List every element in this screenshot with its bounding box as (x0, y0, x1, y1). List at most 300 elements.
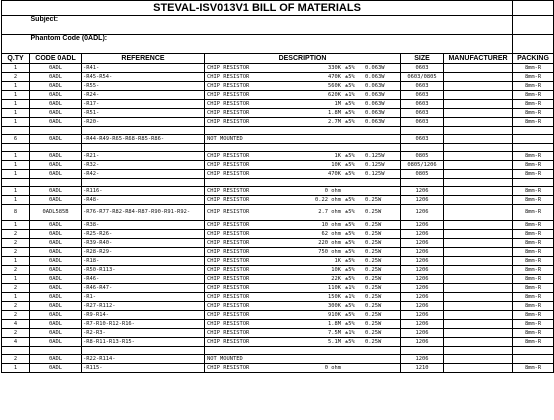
description-cell (205, 91, 401, 100)
power-text: 0.25W (365, 285, 382, 291)
table-row (2, 82, 554, 91)
header-description: DESCRIPTION (205, 54, 401, 64)
reference-cell: -R9-R14- (82, 311, 205, 320)
packing-cell: 8mm-R (513, 329, 554, 338)
code-cell: 0ADL (30, 338, 82, 347)
power-text: 0.25W (365, 209, 382, 215)
qty-cell: 1 (2, 275, 30, 284)
tolerance-text: ±5% (345, 231, 355, 237)
description-text: CHIP RESISTOR (207, 285, 250, 291)
manufacturer-cell (444, 284, 513, 293)
manufacturer-cell (444, 364, 513, 373)
code-cell: 0ADL (30, 275, 82, 284)
description-cell (205, 100, 401, 109)
table-row (2, 311, 554, 320)
reference-cell: -R48- (82, 196, 205, 205)
manufacturer-cell (444, 161, 513, 170)
table-row (2, 118, 554, 127)
manufacturer-cell (444, 170, 513, 179)
reference-cell: -R25-R26- (82, 230, 205, 239)
code-cell: 0ADL (30, 239, 82, 248)
description-cell (205, 239, 401, 248)
bom-table (1, 0, 554, 373)
description-text: CHIP RESISTOR (207, 240, 250, 246)
reference-cell: -R18- (82, 257, 205, 266)
power-text: 0.25W (365, 197, 382, 203)
value-text: 2.7 ohm (318, 209, 341, 215)
manufacturer-cell (444, 91, 513, 100)
table-row (2, 248, 554, 257)
code-cell: 0ADL (30, 196, 82, 205)
blank-cell (513, 179, 554, 187)
value-text: 1.8M (328, 110, 341, 116)
reference-cell: -R45-R54- (82, 73, 205, 82)
header-size: SIZE (401, 54, 444, 64)
qty-cell: 1 (2, 364, 30, 373)
manufacturer-cell (444, 329, 513, 338)
packing-cell: 8mm-R (513, 284, 554, 293)
description-cell (205, 73, 401, 82)
value-text: 470K (328, 74, 341, 80)
qty-cell: 4 (2, 338, 30, 347)
reference-cell: -R17- (82, 100, 205, 109)
blank-row (2, 179, 554, 187)
tolerance-text: ±5% (345, 209, 355, 215)
qty-cell: 2 (2, 248, 30, 257)
size-cell: 0603 (401, 135, 444, 144)
blank-row (2, 144, 554, 152)
size-cell: 0603 (401, 109, 444, 118)
size-cell: 1210 (401, 364, 444, 373)
value-text: 1.8M (328, 321, 341, 327)
size-cell: 1206 (401, 275, 444, 284)
reference-cell: -R20- (82, 118, 205, 127)
qty-cell: 2 (2, 311, 30, 320)
code-cell: 0ADL585B (30, 205, 82, 221)
value-text: 10 ohm (321, 222, 341, 228)
reference-cell: -R39-R40- (82, 239, 205, 248)
code-cell: 0ADL (30, 293, 82, 302)
table-row (2, 275, 554, 284)
code-cell: 0ADL (30, 284, 82, 293)
code-cell: 0ADL (30, 135, 82, 144)
description-text: CHIP RESISTOR (207, 171, 250, 177)
manufacturer-cell (444, 293, 513, 302)
power-text: 0.25W (365, 240, 382, 246)
description-cell (205, 266, 401, 275)
table-row (2, 221, 554, 230)
manufacturer-cell (444, 100, 513, 109)
value-text: 620K (328, 92, 341, 98)
table-row (2, 355, 554, 364)
size-cell: 1206 (401, 302, 444, 311)
tolerance-text: ±5% (345, 119, 355, 125)
code-cell: 0ADL (30, 91, 82, 100)
blank-cell (401, 347, 444, 355)
description-cell (205, 221, 401, 230)
size-cell: 1206 (401, 266, 444, 275)
packing-cell: 8mm-R (513, 221, 554, 230)
value-text: 62 ohm (321, 231, 341, 237)
manufacturer-cell (444, 338, 513, 347)
header-manufacturer: MANUFACTURER (444, 54, 513, 64)
power-text: 0.063W (365, 110, 385, 116)
description-text: CHIP RESISTOR (207, 294, 250, 300)
reference-cell: -R116- (82, 187, 205, 196)
code-cell: 0ADL (30, 64, 82, 73)
tolerance-text: ±1% (345, 294, 355, 300)
table-row (2, 329, 554, 338)
tolerance-text: ±5% (345, 83, 355, 89)
manufacturer-cell (444, 275, 513, 284)
reference-cell: -R7-R10-R12-R16- (82, 320, 205, 329)
code-cell: 0ADL (30, 230, 82, 239)
code-cell: 0ADL (30, 161, 82, 170)
blank-cell (205, 347, 401, 355)
size-cell: 0805 (401, 170, 444, 179)
code-cell: 0ADL (30, 320, 82, 329)
qty-cell: 1 (2, 91, 30, 100)
manufacturer-cell (444, 64, 513, 73)
size-cell: 0603 (401, 100, 444, 109)
code-cell: 0ADL (30, 118, 82, 127)
reference-cell: -R21- (82, 152, 205, 161)
description-text: CHIP RESISTOR (207, 365, 250, 371)
packing-cell: 8mm-R (513, 196, 554, 205)
size-cell: 1206 (401, 187, 444, 196)
tolerance-text: ±5% (345, 249, 355, 255)
description-text: CHIP RESISTOR (207, 65, 250, 71)
value-text: 330K (328, 65, 341, 71)
code-cell: 0ADL (30, 82, 82, 91)
size-cell: 1206 (401, 230, 444, 239)
packing-cell: 8mm-R (513, 170, 554, 179)
packing-cell: 8mm-R (513, 293, 554, 302)
blank-cell (30, 144, 82, 152)
reference-cell: -R42- (82, 170, 205, 179)
table-row (2, 64, 554, 73)
table-row (2, 284, 554, 293)
qty-cell: 1 (2, 152, 30, 161)
description-cell (205, 205, 401, 221)
tolerance-text: ±1% (345, 285, 355, 291)
value-text: 1K (334, 153, 341, 159)
power-text: 0.25W (365, 312, 382, 318)
table-row (2, 73, 554, 82)
code-cell: 0ADL (30, 248, 82, 257)
code-cell: 0ADL (30, 73, 82, 82)
size-cell: 0603 (401, 118, 444, 127)
reference-cell: -R41- (82, 64, 205, 73)
size-cell: 1206 (401, 355, 444, 364)
description-text: CHIP RESISTOR (207, 110, 250, 116)
power-text: 0.063W (365, 74, 385, 80)
table-row (2, 135, 554, 144)
value-text: 0 ohm (324, 365, 341, 371)
qty-cell: 2 (2, 284, 30, 293)
description-text: NOT MOUNTED (207, 356, 243, 362)
size-cell: 0603/0805 (401, 73, 444, 82)
manufacturer-cell (444, 109, 513, 118)
power-text: 0.25W (365, 231, 382, 237)
blank-cell (205, 179, 401, 187)
packing-cell: 8mm-R (513, 91, 554, 100)
reference-cell: -R38- (82, 221, 205, 230)
reference-cell: -R1- (82, 293, 205, 302)
manufacturer-cell (444, 152, 513, 161)
code-cell: 0ADL (30, 221, 82, 230)
packing-cell: 8mm-R (513, 364, 554, 373)
table-row (2, 161, 554, 170)
reference-cell: -R44-R49-R65-R68-R85-R86- (82, 135, 205, 144)
description-text: CHIP RESISTOR (207, 321, 250, 327)
blank-cell (30, 347, 82, 355)
description-cell (205, 338, 401, 347)
manufacturer-cell (444, 266, 513, 275)
tolerance-text: ±5% (345, 276, 355, 282)
description-text: NOT MOUNTED (207, 136, 243, 142)
code-cell: 0ADL (30, 170, 82, 179)
description-cell (205, 302, 401, 311)
qty-cell: 8 (2, 205, 30, 221)
qty-cell: 2 (2, 329, 30, 338)
table-row (2, 293, 554, 302)
power-text: 0.25W (365, 249, 382, 255)
tolerance-text: ±5% (345, 267, 355, 273)
description-cell (205, 293, 401, 302)
description-text: CHIP RESISTOR (207, 74, 250, 80)
table-row (2, 205, 554, 221)
qty-cell: 2 (2, 73, 30, 82)
power-text: 0.25W (365, 330, 382, 336)
manufacturer-cell (444, 205, 513, 221)
value-text: 750 ohm (318, 249, 341, 255)
value-text: 1K (334, 258, 341, 264)
size-cell: 1206 (401, 196, 444, 205)
code-cell: 0ADL (30, 109, 82, 118)
code-cell: 0ADL (30, 302, 82, 311)
description-cell (205, 170, 401, 179)
qty-cell: 4 (2, 320, 30, 329)
size-cell: 1206 (401, 239, 444, 248)
table-row (2, 257, 554, 266)
tolerance-text: ±5% (345, 258, 355, 264)
description-text: CHIP RESISTOR (207, 209, 250, 215)
table-row (2, 239, 554, 248)
blank-cell (444, 127, 513, 135)
tolerance-text: ±5% (345, 240, 355, 246)
reference-cell: -R51- (82, 109, 205, 118)
meta-left-blank (2, 16, 30, 35)
size-cell: 1206 (401, 338, 444, 347)
reference-cell: -R2-R3- (82, 329, 205, 338)
packing-cell (513, 355, 554, 364)
power-text: 0.25W (365, 276, 382, 282)
description-text: CHIP RESISTOR (207, 197, 250, 203)
tolerance-text: ±5% (345, 74, 355, 80)
tolerance-text: ±1% (345, 92, 355, 98)
subject-corner-cell (513, 16, 554, 35)
blank-cell (2, 144, 30, 152)
size-cell: 1206 (401, 329, 444, 338)
packing-cell: 8mm-R (513, 248, 554, 257)
description-text: CHIP RESISTOR (207, 339, 250, 345)
size-cell: 0805/1206 (401, 161, 444, 170)
manufacturer-cell (444, 355, 513, 364)
description-cell (205, 329, 401, 338)
value-text: 0.22 ohm (315, 197, 341, 203)
reference-cell: -R32- (82, 161, 205, 170)
table-row (2, 91, 554, 100)
description-cell (205, 109, 401, 118)
reference-cell: -R22-R114- (82, 355, 205, 364)
table-row (2, 109, 554, 118)
description-text: CHIP RESISTOR (207, 249, 250, 255)
value-text: 1M (334, 101, 341, 107)
manufacturer-cell (444, 248, 513, 257)
subject-label: Subject: (30, 16, 513, 35)
qty-cell: 2 (2, 302, 30, 311)
description-text: CHIP RESISTOR (207, 153, 250, 159)
packing-cell: 8mm-R (513, 187, 554, 196)
packing-cell: 8mm-R (513, 73, 554, 82)
phantom-corner-cell (513, 35, 554, 54)
blank-cell (513, 127, 554, 135)
tolerance-text: ±1% (345, 330, 355, 336)
qty-cell: 1 (2, 118, 30, 127)
code-cell: 0ADL (30, 266, 82, 275)
blank-cell (513, 144, 554, 152)
description-text: CHIP RESISTOR (207, 312, 250, 318)
blank-cell (401, 144, 444, 152)
description-cell (205, 311, 401, 320)
description-cell (205, 187, 401, 196)
power-text: 0.25W (365, 294, 382, 300)
power-text: 0.063W (365, 119, 385, 125)
power-text: 0.25W (365, 339, 382, 345)
value-text: 220 ohm (318, 240, 341, 246)
size-cell: 1206 (401, 221, 444, 230)
reference-cell: -R8-R11-R13-R15- (82, 338, 205, 347)
power-text: 0.25W (365, 258, 382, 264)
packing-cell: 8mm-R (513, 257, 554, 266)
blank-cell (401, 179, 444, 187)
table-row (2, 170, 554, 179)
description-cell (205, 230, 401, 239)
description-text: CHIP RESISTOR (207, 267, 250, 273)
tolerance-text: ±5% (345, 312, 355, 318)
value-text: 10K (331, 162, 341, 168)
tolerance-text: ±5% (345, 197, 355, 203)
manufacturer-cell (444, 187, 513, 196)
size-cell: 0805 (401, 152, 444, 161)
qty-cell: 1 (2, 257, 30, 266)
value-text: 10K (331, 267, 341, 273)
size-cell: 1206 (401, 284, 444, 293)
packing-cell: 8mm-R (513, 205, 554, 221)
description-cell (205, 118, 401, 127)
power-text: 0.063W (365, 83, 385, 89)
manufacturer-cell (444, 196, 513, 205)
blank-cell (444, 144, 513, 152)
packing-cell: 8mm-R (513, 64, 554, 73)
reference-cell: -R115- (82, 364, 205, 373)
packing-cell: 8mm-R (513, 320, 554, 329)
reference-cell: -R46-R47- (82, 284, 205, 293)
packing-cell: 8mm-R (513, 311, 554, 320)
description-cell (205, 257, 401, 266)
tolerance-text: ±5% (345, 162, 355, 168)
value-text: 560K (328, 83, 341, 89)
size-cell: 1206 (401, 257, 444, 266)
power-text: 0.25W (365, 321, 382, 327)
value-text: 2.7M (328, 119, 341, 125)
tolerance-text: ±5% (345, 110, 355, 116)
blank-cell (2, 347, 30, 355)
blank-cell (82, 179, 205, 187)
code-cell: 0ADL (30, 257, 82, 266)
size-cell: 0603 (401, 82, 444, 91)
manufacturer-cell (444, 230, 513, 239)
description-text: CHIP RESISTOR (207, 276, 250, 282)
manufacturer-cell (444, 311, 513, 320)
description-cell (205, 152, 401, 161)
description-cell (205, 275, 401, 284)
qty-cell: 1 (2, 64, 30, 73)
table-row (2, 338, 554, 347)
manufacturer-cell (444, 135, 513, 144)
tolerance-text: ±5% (345, 303, 355, 309)
header-reference: REFERENCE (82, 54, 205, 64)
bom-title: STEVAL-ISV013V1 BILL OF MATERIALS (2, 1, 513, 16)
packing-cell: 8mm-R (513, 109, 554, 118)
description-text: CHIP RESISTOR (207, 188, 250, 194)
code-cell: 0ADL (30, 364, 82, 373)
value-text: 7.5M (328, 330, 341, 336)
value-text: 0 ohm (324, 188, 341, 194)
value-text: 5.1M (328, 339, 341, 345)
reference-cell: -R27-R112- (82, 302, 205, 311)
blank-cell (513, 347, 554, 355)
manufacturer-cell (444, 221, 513, 230)
description-text: CHIP RESISTOR (207, 101, 250, 107)
value-text: 22K (331, 276, 341, 282)
table-row (2, 196, 554, 205)
qty-cell: 6 (2, 135, 30, 144)
power-text: 0.25W (365, 303, 382, 309)
blank-cell (82, 144, 205, 152)
packing-cell: 8mm-R (513, 152, 554, 161)
phantom-code-label: Phantom Code (0ADL): (30, 35, 513, 54)
qty-cell: 1 (2, 161, 30, 170)
tolerance-text: ±5% (345, 339, 355, 345)
description-text: CHIP RESISTOR (207, 83, 250, 89)
value-text: 470K (328, 171, 341, 177)
table-row (2, 230, 554, 239)
power-text: 0.25W (365, 222, 382, 228)
description-text: CHIP RESISTOR (207, 119, 250, 125)
power-text: 0.063W (365, 65, 385, 71)
packing-cell: 8mm-R (513, 338, 554, 347)
header-qty: Q.TY (2, 54, 30, 64)
blank-cell (82, 347, 205, 355)
description-text: CHIP RESISTOR (207, 231, 250, 237)
description-text: CHIP RESISTOR (207, 303, 250, 309)
power-text: 0.125W (365, 153, 385, 159)
reference-cell: -R55- (82, 82, 205, 91)
table-row (2, 100, 554, 109)
qty-cell: 1 (2, 82, 30, 91)
